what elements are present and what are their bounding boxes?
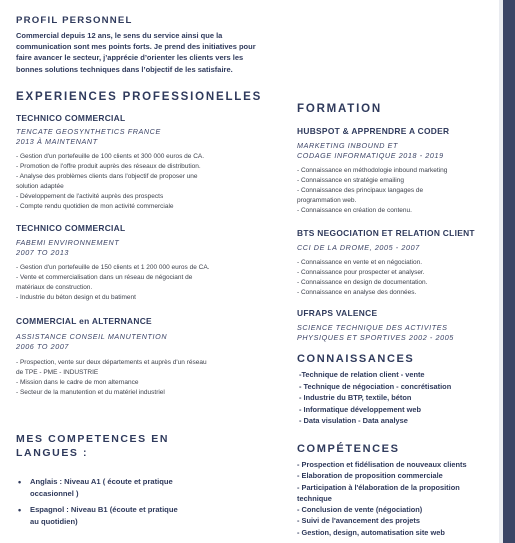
formation-item: - Connaissance en vente et en négociation.: [297, 259, 423, 266]
connaissance-item: -Technique de relation client - vente: [299, 370, 425, 379]
job-duty: - Promotion de l'offre produit auprès des réseaux de distribution.: [16, 163, 201, 170]
job-duty: - Vente et commercialisation dans un réseau de négociant de: [16, 274, 193, 281]
connaissance-item: - Informatique développement web: [299, 404, 421, 414]
profile-line: faire avancer le secteur, j’apprécie d’orienter les clients vers les: [16, 53, 244, 63]
job-company: TENCATE GEOSYNTHETICS FRANCE: [16, 127, 161, 136]
job-duty: - Analyse des problèmes clients dans l'objectif de proposer une: [16, 173, 198, 180]
formation-item: - Connaissance en création de contenu.: [297, 207, 412, 214]
formation-meta: SCIENCE TECHNIQUE DES ACTIVITES PHYSIQUES ET SPORTIVES 2002 - 2005: [297, 323, 454, 342]
job-duty: matériaux de construction.: [16, 284, 93, 291]
job-duty: solution adaptée: [16, 183, 64, 190]
formation-item: - Connaissance en analyse des données.: [297, 289, 417, 296]
job-duty: - Secteur de la manutention et du matériel industriel: [16, 389, 165, 396]
profile-line: bonnes solutions techniques dans l’objectif de les satisfaire.: [16, 64, 233, 74]
language-item: • Espagnol : Niveau B1 (écoute et pratique au quotidien): [18, 504, 238, 528]
languages-heading-line: MES COMPETENCES EN: [16, 433, 170, 445]
competence-item: - Prospection et fidélisation de nouveaux clients: [297, 460, 467, 469]
formation-meta: MARKETING INBOUND ET CODAGE INFORMATIQUE 2018 - 2019: [297, 141, 444, 160]
formation-meta: CCI DE LA DROME, 2005 - 2007: [297, 243, 420, 252]
sidebar-strip: [503, 0, 515, 543]
profile-text: [16, 30, 306, 75]
job-company: ASSISTANCE CONSEIL MANUTENTION: [16, 332, 168, 341]
job-duty: de TPE - PME - INDUSTRIE: [16, 369, 99, 376]
formation-item: programmation web.: [297, 197, 357, 204]
job-duty: - Prospection, vente sur deux départements et auprès d'un réseau: [16, 359, 207, 366]
job-duties: [16, 358, 286, 398]
job-duties: [16, 152, 286, 212]
job-company: FABEMI ENVIRONNEMENT: [16, 238, 120, 247]
job-duty: - Gestion d'un portefeuille de 150 clients et 1 200 000 euros de CA.: [16, 264, 210, 271]
formation-item: - Connaissance des principaux langages de: [297, 187, 424, 194]
formation-item: - Connaissance en design de documentation.: [297, 279, 428, 286]
connaissance-item: - Technique de négociation - concrétisation: [299, 381, 452, 391]
language-item: • Anglais : Niveau A1 ( écoute et pratique occasionnel ): [18, 476, 238, 500]
job-title: TECHNICO COMMERCIAL: [16, 113, 126, 123]
formation-title: BTS NEGOCIATION ET RELATION CLIENT: [297, 228, 475, 238]
connaissance-item: - Data visulation - Data analyse: [299, 416, 408, 425]
job-dates: 2007 TO 2013: [16, 248, 70, 257]
job-duty: - Mission dans le cadre de mon alternance: [16, 379, 139, 386]
job-dates: 2006 TO 2007: [16, 342, 70, 351]
formation-item: - Connaissance en méthodologie inbound marketing: [297, 167, 448, 174]
job-duty: - Développement de l'activité auprès des prospects: [16, 193, 164, 200]
formation-title: HUBSPOT & APPRENDRE A CODER: [297, 126, 450, 136]
competence-item: - Gestion, design, automatisation site web: [297, 527, 445, 537]
competences-heading: COMPÉTENCES: [297, 443, 400, 455]
profile-line: Commercial depuis 12 ans, le sens du service ainsi que la: [16, 31, 223, 40]
formation-items: [297, 166, 487, 216]
competence-item: - Participation à l'élaboration de la proposition: [297, 482, 460, 492]
job-dates: 2013 À MAINTENANT: [16, 137, 98, 146]
competence-item: - Elaboration de proposition commerciale: [297, 471, 443, 481]
formation-heading: FORMATION: [297, 103, 382, 115]
competence-item: - Suivi de l'avancement des projets: [297, 516, 420, 526]
profile-heading: PROFIL PERSONNEL: [16, 15, 133, 26]
experiences-heading: EXPERIENCES PROFESSIONELLES: [16, 91, 263, 103]
formation-title: UFRAPS VALENCE: [297, 308, 378, 318]
formation-item: - Connaissance en stratégie emailing: [297, 177, 404, 184]
languages-list: [18, 476, 238, 532]
connaissances-list: [299, 369, 494, 427]
competence-item: technique: [297, 493, 332, 503]
formation-items: [297, 258, 487, 298]
languages-heading: [16, 432, 169, 460]
competence-item: - Conclusion de vente (négociation): [297, 505, 423, 515]
job-duty: - Industrie du béton design et du batiment: [16, 294, 136, 301]
profile-line: communication sont mes points forts. Je prend des initiatives pour: [16, 42, 256, 52]
connaissances-heading: CONNAISSANCES: [297, 353, 415, 365]
languages-heading-line: LANGUES :: [16, 447, 89, 459]
connaissance-item: - Industrie du BTP, textile, béton: [299, 393, 412, 402]
job-duty: - Gestion d'un portefeuille de 100 clients et 300 000 euros de CA.: [16, 153, 205, 160]
job-title: TECHNICO COMMERCIAL: [16, 223, 126, 233]
job-title: COMMERCIAL en ALTERNANCE: [16, 316, 152, 326]
competences-list: [297, 459, 495, 538]
job-duties: [16, 263, 286, 303]
job-duty: - Compte rendu quotidien de mon activité commerciale: [16, 203, 174, 210]
formation-item: - Connaissance pour prospecter et analyser.: [297, 269, 425, 276]
